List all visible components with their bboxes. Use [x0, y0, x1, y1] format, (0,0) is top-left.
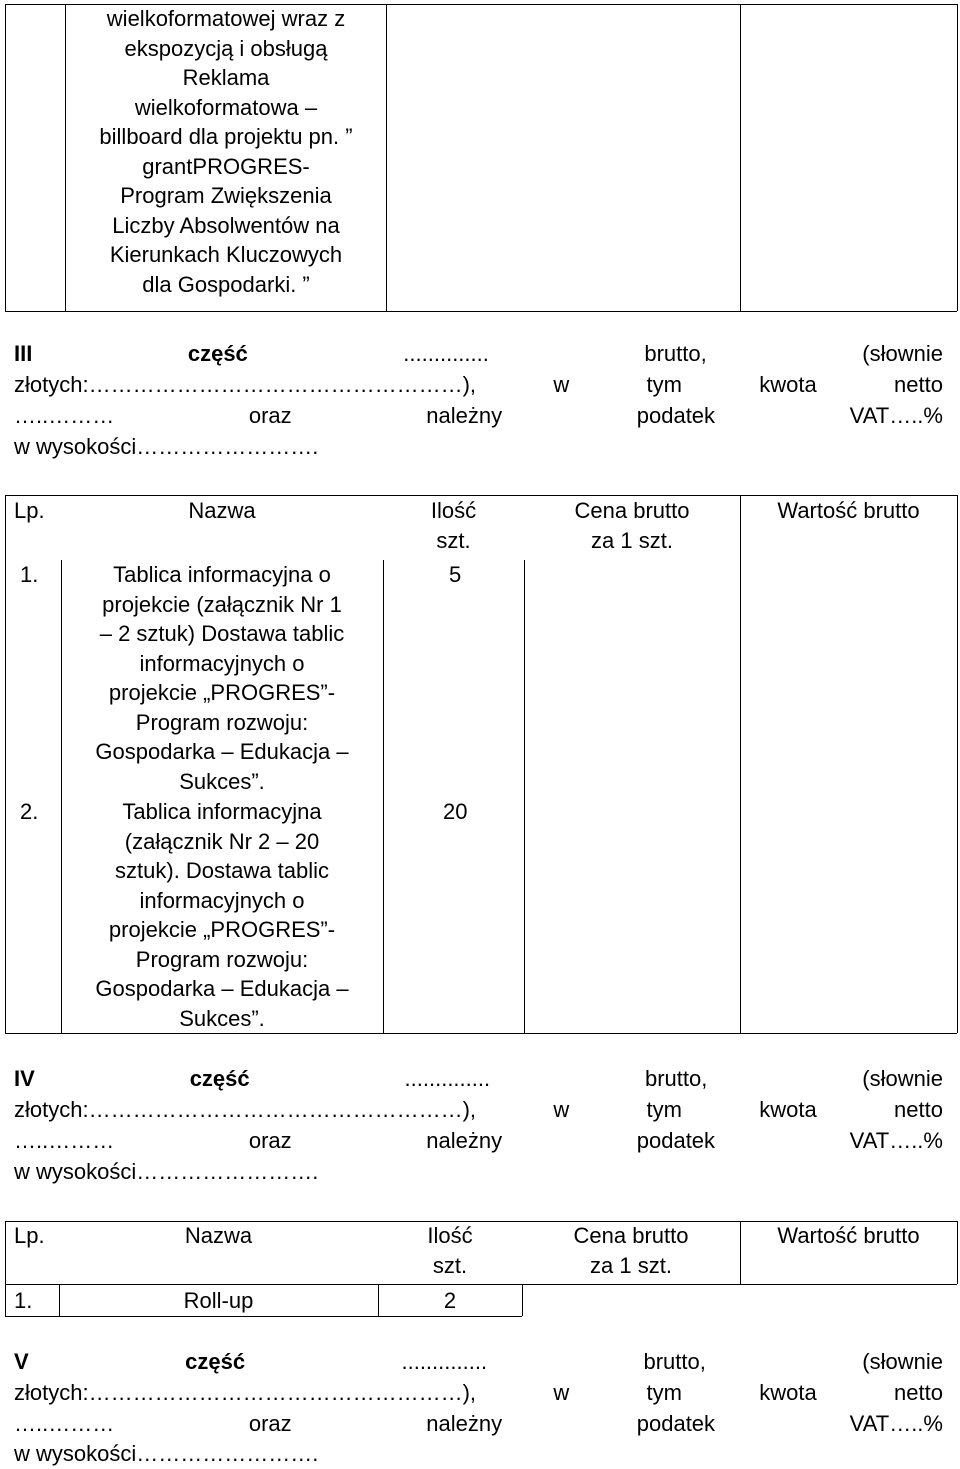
header-price-line: za 1 szt.: [591, 527, 673, 553]
row-name-line: (załącznik Nr 2 – 20: [124, 828, 320, 854]
description-line: wielkoformatowa –: [134, 94, 318, 120]
text-word: tym: [646, 1380, 682, 1405]
text-word: należny: [426, 1128, 503, 1153]
row-name-line: informacyjnych o: [139, 650, 305, 676]
price-placeholder: ..............: [401, 1349, 488, 1374]
top-table-description: [66, 4, 386, 299]
row-qty: 20: [443, 799, 468, 824]
section-number: V: [14, 1349, 29, 1374]
text-word: podatek: [636, 403, 716, 428]
text-word: oraz: [248, 403, 292, 428]
description-line: Program Zwiększenia: [120, 183, 332, 208]
header-price-line: za 1 szt.: [590, 1252, 672, 1278]
description-line: wielkoformatowej wraz z: [106, 6, 346, 31]
row-name: Roll-up: [183, 1288, 254, 1313]
row-name-line: – 2 sztuk) Dostawa tablic: [99, 621, 345, 646]
row-lp: 2.: [20, 799, 39, 824]
row-name-line: Sukces”.: [179, 768, 265, 794]
header-qty-line: Ilość: [427, 1223, 473, 1248]
header-qty-line: Ilość: [430, 498, 477, 523]
row-qty: 5: [449, 562, 462, 587]
header-qty-line: szt.: [436, 527, 471, 553]
amount-in-words-placeholder: złotych:……………………………………………),: [14, 372, 477, 397]
text-word: (słownie: [862, 1066, 943, 1091]
text-word: oraz: [248, 1411, 292, 1436]
row-name-line: informacyjnych o: [139, 887, 305, 913]
row-name-line: Tablica informacyjna: [122, 799, 322, 824]
header-value: Wartość brutto: [777, 1223, 920, 1248]
header-price-line: Cena brutto: [574, 498, 690, 523]
section-number: IV: [14, 1066, 35, 1091]
description-line: Reklama: [182, 65, 270, 90]
amount-in-words-placeholder: złotych:……………………………………………),: [14, 1097, 477, 1122]
row-name-line: sztuk). Dostawa tablic: [115, 858, 329, 883]
text-word: podatek: [636, 1411, 716, 1436]
vat-amount-placeholder: w wysokości…………………….: [14, 1159, 319, 1184]
vat-placeholder: VAT…..%: [849, 1411, 943, 1436]
description-line: dla Gospodarki. ”: [142, 271, 310, 297]
description-line: Liczby Absolwentów na: [112, 212, 340, 238]
row-name-line: projekcie „PROGRES”-: [108, 917, 336, 942]
text-word: (słownie: [862, 1349, 943, 1374]
text-word: oraz: [248, 1128, 292, 1153]
row-name-line: projekcie „PROGRES”-: [108, 680, 336, 705]
text-word: należny: [426, 1411, 503, 1436]
header-qty-line: szt.: [432, 1252, 468, 1278]
text-word: podatek: [636, 1128, 716, 1153]
row-name-line: Gospodarka – Edukacja –: [95, 976, 349, 1001]
header-lp: Lp.: [14, 498, 45, 523]
description-line: Kierunkach Kluczowych: [109, 242, 343, 267]
text-word: należny: [426, 403, 503, 428]
row-lp: 1.: [20, 562, 39, 587]
header-price: [524, 496, 740, 555]
section-word: część: [189, 1066, 250, 1091]
net-placeholder: …..………: [14, 1411, 115, 1436]
text-word: brutto,: [644, 341, 707, 366]
vat-placeholder: VAT…..%: [849, 1128, 943, 1153]
price-placeholder: ..............: [404, 1066, 491, 1091]
section-word: część: [185, 1349, 246, 1374]
header-price-line: Cena brutto: [573, 1223, 689, 1248]
section-number: III: [14, 341, 33, 366]
header-name: Nazwa: [188, 498, 256, 523]
description-line: ekspozycją i obsługą: [124, 35, 328, 61]
row-name: [61, 797, 383, 1033]
row-name-line: Sukces”.: [179, 1005, 265, 1031]
header-qty: [378, 1221, 522, 1280]
header-lp: Lp.: [14, 1223, 45, 1248]
text-word: netto: [894, 372, 943, 397]
header-value: Wartość brutto: [777, 498, 920, 523]
vat-amount-placeholder: w wysokości…………………….: [14, 1441, 319, 1466]
description-line: billboard dla projektu pn. ”: [99, 124, 353, 149]
vat-amount-placeholder: w wysokości…………………….: [14, 434, 319, 459]
net-placeholder: …..………: [14, 1128, 115, 1153]
text-word: brutto,: [643, 1349, 706, 1374]
row-name-line: Program rozwoju:: [135, 709, 309, 735]
text-word: netto: [894, 1097, 943, 1122]
row-qty: 2: [443, 1288, 457, 1313]
text-word: kwota: [759, 372, 817, 397]
header-qty: [383, 496, 524, 555]
text-word: kwota: [759, 1097, 817, 1122]
row-name: [61, 560, 383, 796]
header-name: Nazwa: [184, 1223, 253, 1248]
vat-placeholder: VAT…..%: [849, 403, 943, 428]
row-name-line: Program rozwoju:: [135, 946, 309, 972]
row-name-line: projekcie (załącznik Nr 1: [102, 591, 342, 617]
row-lp: 1.: [14, 1288, 33, 1313]
header-price: [522, 1221, 740, 1280]
description-line: grantPROGRES-: [142, 153, 310, 179]
row-name-line: Tablica informacyjna o: [113, 562, 331, 587]
net-placeholder: …..………: [14, 403, 115, 428]
text-word: (słownie: [862, 341, 943, 366]
text-word: brutto,: [645, 1066, 708, 1091]
text-word: tym: [646, 1097, 682, 1122]
text-word: w: [553, 372, 570, 397]
text-word: kwota: [759, 1380, 817, 1405]
price-placeholder: ..............: [403, 341, 489, 366]
text-word: w: [553, 1097, 570, 1122]
text-word: tym: [646, 372, 682, 397]
amount-in-words-placeholder: złotych:……………………………………………),: [14, 1380, 477, 1405]
section-word: część: [187, 341, 248, 366]
row-name-line: Gospodarka – Edukacja –: [95, 739, 349, 764]
text-word: netto: [894, 1380, 943, 1405]
text-word: w: [553, 1380, 570, 1405]
